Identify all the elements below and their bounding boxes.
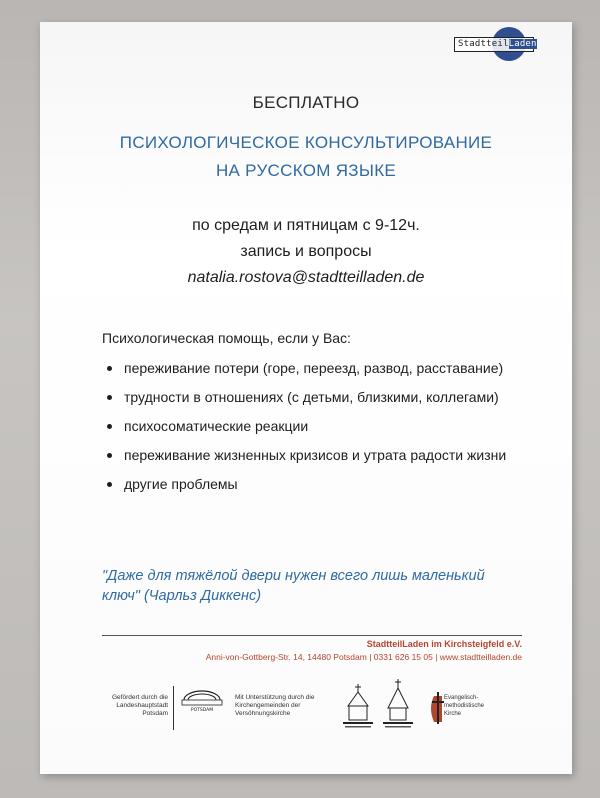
schedule-days: по средам и пятницам с 9-12ч. — [192, 217, 420, 234]
help-intro: Психологическая помощь, если у Вас: — [102, 330, 351, 346]
logo-wordmark — [454, 37, 537, 52]
sponsor-church-text: Mit Unterstützung durch die Kirchengemeinden der Versöhnungskirche — [235, 694, 315, 717]
church-icon — [338, 682, 378, 730]
logo-text-main: Stadtteil — [458, 39, 509, 49]
list-item: переживание жизненных кризисов и утрата радости жизни — [102, 445, 512, 465]
dickens-quote: "Даже для тяжёлой двери нужен всего лишь маленький ключ" (Чарльз Диккенс) — [102, 568, 485, 604]
logo-text-accent: Laden — [508, 39, 537, 49]
flyer-page — [40, 22, 572, 774]
list-item: трудности в отношениях (с детьми, близкими, коллегами) — [102, 387, 512, 407]
free-heading: БЕСПЛАТНО — [252, 93, 360, 112]
service-title-line2: НА РУССКОМ ЯЗЫКЕ — [215, 161, 397, 180]
list-item: другие проблемы — [102, 474, 512, 494]
sponsor-potsdam-text: Gefördert durch die Landeshauptstadt Potsdam — [111, 694, 168, 717]
list-item: переживание потери (горе, переезд, развод, расставание) — [102, 358, 512, 378]
stadtteilladen-logo — [454, 29, 537, 59]
service-title-line1: ПСИХОЛОГИЧЕСКОЕ КОНСУЛЬТИРОВАНИЕ — [119, 133, 493, 152]
emk-label: Evangelisch-methodistische Kirche — [444, 695, 485, 717]
church-tower-icon — [380, 678, 416, 730]
contact-email[interactable]: natalia.rostova@stadtteilladen.de — [187, 269, 425, 286]
footer-divider — [102, 635, 522, 636]
sponsor-divider — [173, 686, 174, 730]
org-address: Anni-von-Gottberg-Str. 14, 14480 Potsdam | 0331 626 15 05 | www.stadtteilladen.de — [205, 652, 522, 662]
help-list — [102, 358, 512, 503]
potsdam-logo-icon — [178, 688, 226, 712]
contact-label: запись и вопросы — [240, 243, 372, 260]
potsdam-logo-text: POTSDAM — [190, 708, 214, 712]
list-item: психосоматические реакции — [102, 416, 512, 436]
org-name: StadtteilLaden im Kirchsteigfeld e.V. — [366, 639, 522, 649]
